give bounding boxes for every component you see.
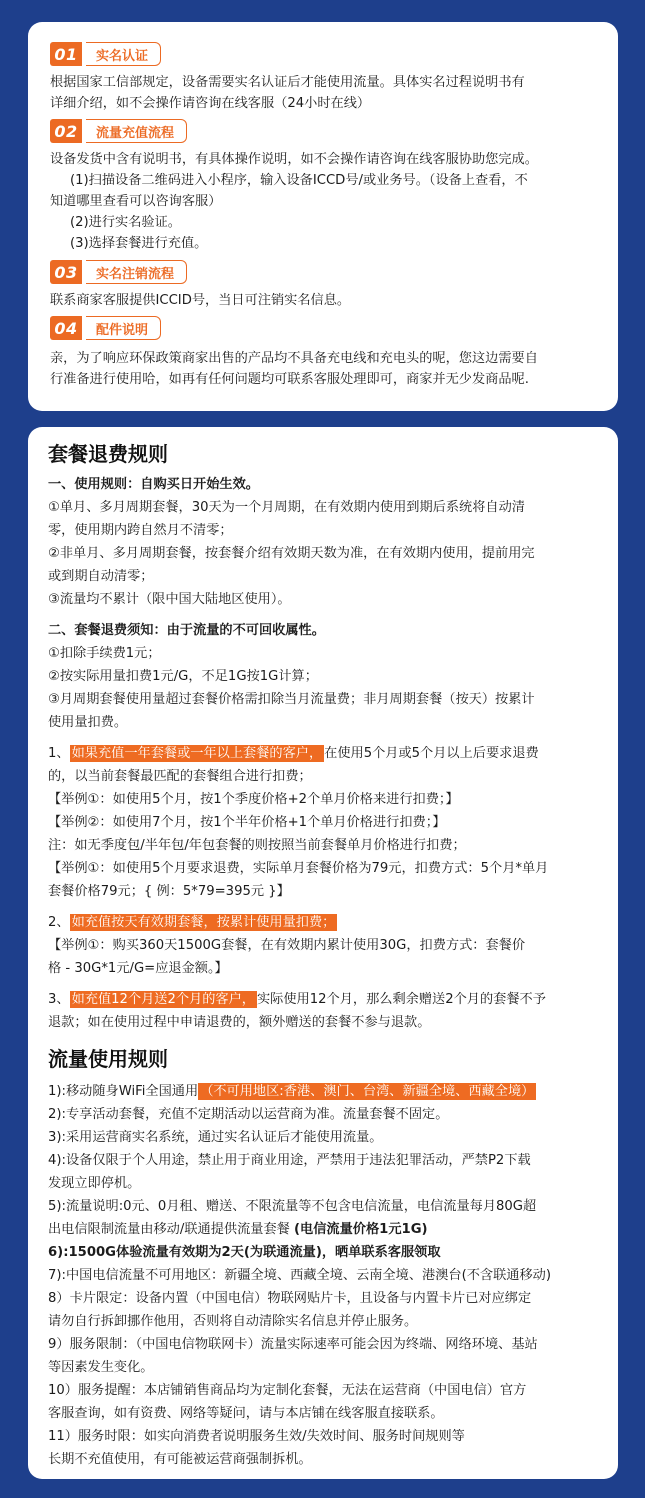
text-line: 详细介绍，如不会操作请咨询在线客服（24小时在线）: [50, 96, 371, 111]
text-line: ②非单月、多月周期套餐，按套餐介绍有效期天数为准，在有效期内使用，提前用完: [48, 546, 535, 561]
item-prefix: 1、: [48, 746, 70, 761]
section-number: 02: [50, 119, 82, 143]
text-line: 知道哪里查看可以咨询客服）: [50, 194, 222, 209]
text-line: (2)进行实名验证。: [70, 215, 181, 230]
item-prefix: 3、: [48, 992, 70, 1007]
text-line: 的，以当前套餐最匹配的套餐组合进行扣费；: [48, 769, 312, 784]
text-line: ①扣除手续费1元；: [48, 646, 161, 661]
text-line: 4):设备仅限于个人用途，禁止用于商业用途，严禁用于违法犯罪活动，严禁P2下载: [48, 1153, 531, 1168]
usage-rules-title: 流量使用规则: [48, 1047, 168, 1071]
text-line: 客服查询，如有资费、网络等疑问，请与本店铺在线客服直接联系。: [48, 1406, 444, 1421]
section-header: [50, 119, 596, 143]
refund-item-3: [48, 988, 598, 1011]
highlight-text: 如充值12个月送2个月的客户，: [71, 992, 255, 1007]
section-title: 流量充值流程: [86, 119, 187, 143]
text-line: 等因素发生变化。: [48, 1360, 154, 1375]
rules-card: [28, 427, 618, 1479]
text-line: 格 - 30G*1元/G=应退金额。】: [48, 961, 228, 976]
refund-item-1: [48, 742, 598, 765]
text-line: 9）服务限制：（中国电信物联网卡）流量实际速率可能会因为终端、网络环境、基站: [48, 1337, 538, 1352]
text-line: 亲，为了响应环保政策商家出售的产品均不具备充电线和充电头的呢，您这边需要自: [50, 351, 538, 366]
section-header: [50, 316, 596, 340]
text-line: 退款；如在使用过程中申请退费的，额外赠送的套餐不参与退款。: [48, 1015, 431, 1030]
text-line: (3)选择套餐进行充值。: [70, 236, 208, 251]
item-text: 在使用5个月或5个月以上后要求退费: [324, 746, 539, 761]
text-line: 10）服务提醒：本店铺销售商品均为定制化套餐，无法在运营商（中国电信）官方: [48, 1383, 527, 1398]
section-title: 配件说明: [86, 316, 161, 340]
text-line: 发现立即停机。: [48, 1176, 141, 1191]
flow-text: 出电信限制流量由移动/联通提供流量套餐: [48, 1222, 295, 1237]
section-title: 实名认证: [86, 42, 161, 66]
text-line: 设备发货中含有说明书，有具体操作说明，如不会操作请咨询在线客服协助您完成。: [50, 152, 538, 167]
text-line: (1)扫描设备二维码进入小程序，输入设备ICCD号/或业务号。（设备上查看，不: [70, 173, 528, 188]
text-line: 【举例①：如使用5个月要求退费，实际单月套餐价格为79元，扣费方式：5个月*单月: [48, 861, 549, 876]
text-line: 请勿自行拆卸挪作他用，否则将自动清除实名信息并停止服务。: [48, 1314, 418, 1329]
text-line: 零，使用期内跨自然月不清零；: [48, 523, 233, 538]
text-line: 2):专享活动套餐，充值不定期活动以运营商为准。流量套餐不固定。: [48, 1107, 449, 1122]
rule2-heading: 二、套餐退费须知：由于流量的不可回收属性。: [48, 623, 325, 638]
flow-bold-text: (电信流量价格1元1G): [294, 1222, 428, 1237]
instructions-card: [28, 22, 618, 411]
section-number: 04: [50, 316, 82, 340]
text-line: 长期不充值使用，有可能被运营商强制拆机。: [48, 1452, 312, 1467]
flow-rule-6: 6):1500G体验流量有效期为2天(为联通流量)，晒单联系客服领取: [48, 1245, 441, 1260]
text-line: 或到期自动清零；: [48, 569, 154, 584]
text-line: 使用量扣费。: [48, 715, 128, 730]
refund-item-2: [48, 911, 598, 934]
section-accessories: [50, 316, 596, 390]
text-line: 【举例①：购买360天1500G套餐，在有效期内累计使用30G，扣费方式：套餐价: [48, 938, 526, 953]
section-real-name: [50, 42, 596, 114]
text-line: 行准备进行使用哈，如再有任何问题均可联系客服处理即可，商家并无少发商品呢.: [50, 372, 529, 387]
text-line: 11）服务时限：如实向消费者说明服务生效/失效时间、服务时间规则等: [48, 1429, 465, 1444]
section-title: 实名注销流程: [86, 260, 187, 284]
text-line: 3):采用运营商实名系统，通过实名认证后才能使用流量。: [48, 1130, 383, 1145]
text-line: 联系商家客服提供ICCID号，当日可注销实名信息。: [50, 293, 351, 308]
section-header: [50, 42, 596, 66]
text-line: ③流量均不累计（限中国大陆地区使用）。: [48, 592, 291, 607]
rule1-heading: 一、使用规则：自购买日开始生效。: [48, 477, 259, 492]
flow-text: 1):移动随身WiFi全国通用: [48, 1084, 199, 1099]
text-line: 注：如无季度包/半年包/年包套餐的则按照当前套餐单月价格进行扣费；: [48, 838, 466, 853]
flow-rule-5-end: [48, 1218, 598, 1241]
item-prefix: 2、: [48, 915, 70, 930]
item-text: 实际使用12个月，那么剩余赠送2个月的套餐不予: [257, 992, 546, 1007]
text-line: ②按实际用量扣费1元/G，不足1G按1G计算；: [48, 669, 318, 684]
highlight-text: 如充值按天有效期套餐，按累计使用量扣费；: [71, 915, 336, 930]
text-line: 7):中国电信流量不可用地区：新疆全境、西藏全境、云南全境、港澳台(不含联通移动): [48, 1268, 552, 1283]
refund-rules-title: 套餐退费规则: [48, 442, 168, 466]
text-line: ③月周期套餐使用量超过套餐价格需扣除当月流量费；非月周期套餐（按天）按累计: [48, 692, 535, 707]
text-line: 5):流量说明:0元、0月租、赠送、不限流量等不包含电信流量，电信流量每月80G超: [48, 1199, 537, 1214]
highlight-text: （不可用地区:香港、澳门、台湾、新疆全境、西藏全境）: [200, 1084, 535, 1099]
text-line: 根据国家工信部规定，设备需要实名认证后才能使用流量。具体实名过程说明书有: [50, 75, 525, 90]
text-line: 8）卡片限定：设备内置（中国电信）物联网贴片卡，且设备与内置卡片已对应绑定: [48, 1291, 532, 1306]
section-number: 01: [50, 42, 82, 66]
text-line: 【举例①：如使用5个月，按1个季度价格+2个单月价格来进行扣费；】: [48, 792, 459, 807]
highlight-text: 如果充值一年套餐或一年以上套餐的客户，: [71, 746, 323, 761]
section-number: 03: [50, 260, 82, 284]
section-cancel: [50, 260, 596, 311]
flow-rule-1: [48, 1080, 598, 1103]
text-line: 套餐价格79元；{ 例：5*79=395元 }】: [48, 884, 290, 899]
section-recharge: [50, 119, 596, 254]
text-line: 【举例②：如使用7个月，按1个半年价格+1个单月价格进行扣费；】: [48, 815, 446, 830]
text-line: ①单月、多月周期套餐，30天为一个月周期，在有效期内使用到期后系统将自动清: [48, 500, 525, 515]
section-header: [50, 260, 596, 284]
